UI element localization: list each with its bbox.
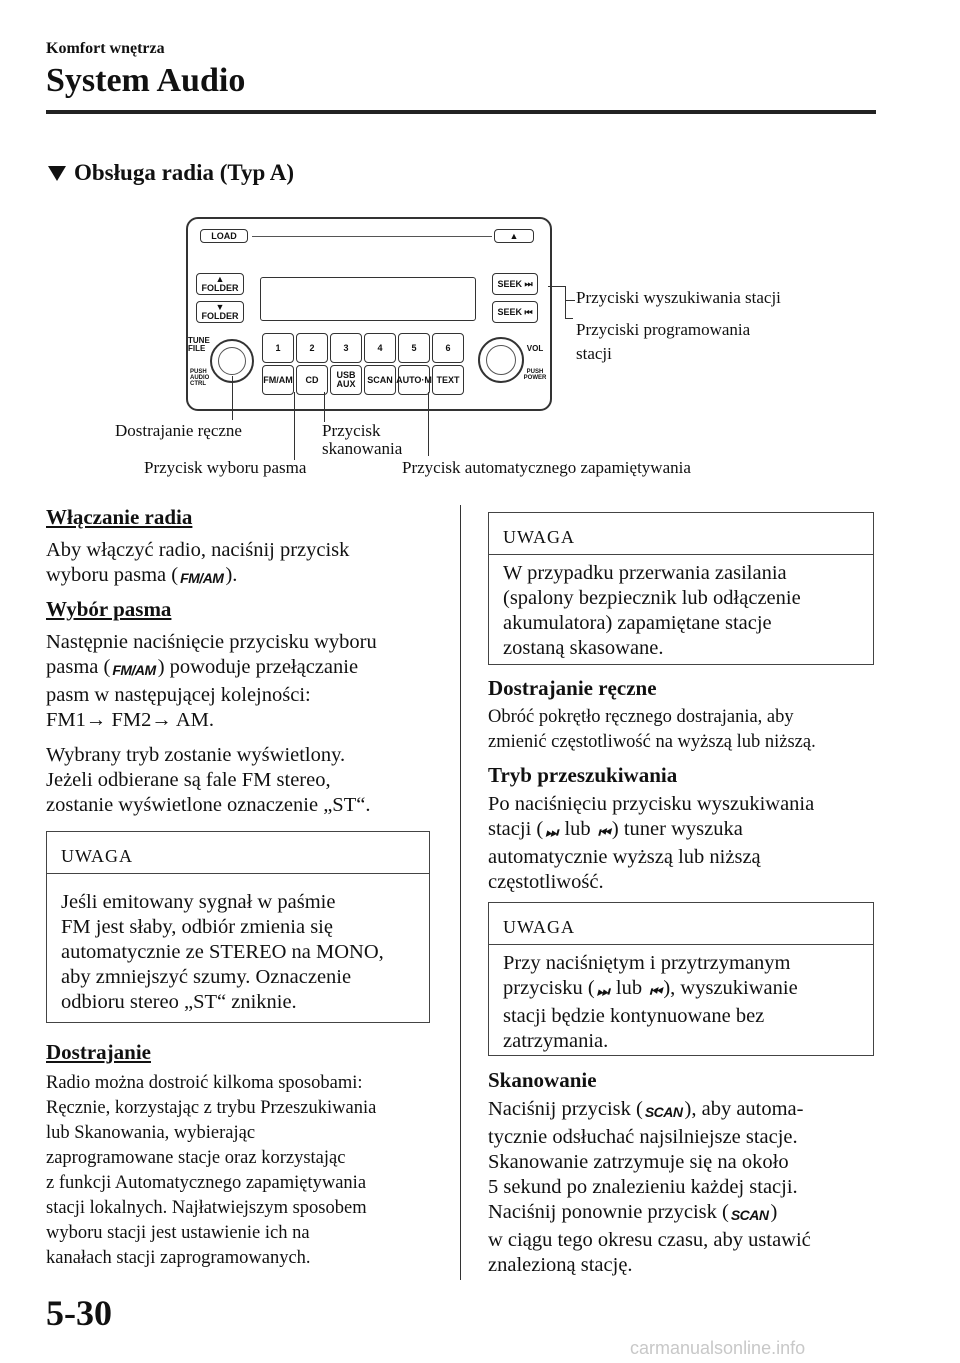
- callout-scan-2: skanowania: [322, 439, 403, 458]
- paragraph: wyboru pasma ( FM/AM).: [46, 563, 446, 591]
- seek-prev-icon: ⏮: [649, 983, 662, 999]
- fm-am-icon: FM/AM: [112, 662, 156, 678]
- preset-button-2: 2: [296, 333, 328, 363]
- leader-line: [324, 392, 325, 422]
- fm-am-button: FM/AM: [262, 365, 294, 395]
- paragraph: automatycznie wyższą lub niższą: [488, 846, 761, 868]
- paragraph: Wybrany tryb zostanie wyświetlony.: [46, 744, 346, 766]
- eject-button: ▲: [494, 229, 534, 243]
- triangle-icon: [48, 166, 66, 181]
- paragraph: Jeżeli odbierane są fale FM stereo,: [46, 769, 331, 791]
- callout-band: Przycisk wyboru pasma: [144, 458, 307, 477]
- paragraph: częstotliwość.: [488, 871, 604, 893]
- note-body: Jeśli emitowany sygnał w paśmie FM jest słaby, odbiór zmienia się automatycznie ze STEREO na MONO, aby zmniejszyć szumy. Oznaczenie odbioru stereo „ST“ zniknie.: [61, 891, 384, 1013]
- leader-line: [565, 300, 575, 301]
- section-title-text: Obsługa radia (Typ A): [74, 160, 295, 185]
- radio-unit-illustration: [186, 217, 552, 411]
- note-body: Przy naciśniętym i przytrzymanym przycisku ( ⏭ lub ⏮), wyszukiwanie stacji będzie kontynuowane bez zatrzymania.: [503, 952, 798, 1052]
- paragraph: Naciśnij ponownie przycisk ( SCAN): [488, 1200, 888, 1228]
- section-title: [48, 160, 294, 186]
- scan-button: SCAN: [364, 365, 396, 395]
- cd-slot: [252, 236, 492, 237]
- display-screen: [260, 277, 476, 321]
- leader-line: [565, 318, 573, 319]
- seek-next-icon: ⏭: [596, 983, 609, 999]
- callout-auto-memory: Przycisk automatycznego zapamiętywania: [402, 458, 691, 477]
- paragraph: zostanie wyświetlone oznaczenie „ST“.: [46, 794, 371, 816]
- heading-scan: Skanowanie: [488, 1068, 597, 1092]
- auto-memory-button: AUTO·M: [398, 365, 430, 395]
- heading-radio-on: Włączanie radia: [46, 505, 193, 529]
- page-title: System Audio: [46, 62, 246, 99]
- scan-icon: SCAN: [644, 1104, 683, 1120]
- paragraph: Aby włączyć radio, naciśnij przycisk: [46, 539, 350, 561]
- preset-button-1: 1: [262, 333, 294, 363]
- tuning-text: Radio można dostroić kilkoma sposobami: Ręcznie, korzystając z trybu Przeszukiwania lub Skanowania, wybierając zaprogramowane stacje oraz korzystając z funkcji Automatycznego zapamiętywania stacji lokalnych. Najłatwiejszym sposobem wyboru stacji jest ustawienie ich na kanałach stacji zaprogramowanych.: [46, 1073, 377, 1268]
- fm-am-icon: FM/AM: [180, 570, 224, 586]
- paragraph: stacji ( ⏭ lub ⏮) tuner wyszuka: [488, 817, 888, 845]
- leader-line: [232, 376, 233, 420]
- seek-up-button: SEEK ⏭: [492, 273, 538, 295]
- callout-scan: Przycisk: [322, 421, 381, 440]
- heading-tuning: Dostrajanie: [46, 1040, 151, 1064]
- watermark: carmanualsonline.info: [630, 1338, 806, 1358]
- seek-prev-icon: ⏮: [597, 824, 610, 840]
- folder-down-button: ▼ FOLDER: [196, 301, 244, 323]
- leader-line: [294, 392, 295, 460]
- seek-down-button: SEEK ⏮: [492, 301, 538, 323]
- text-button: TEXT: [432, 365, 464, 395]
- note-heading: UWAGA: [47, 832, 429, 874]
- seek-next-icon: ⏭: [545, 824, 558, 840]
- paragraph: tycznie odsłuchać najsilniejsze stacje.: [488, 1126, 798, 1148]
- preset-button-3: 3: [330, 333, 362, 363]
- usb-aux-button: USB AUX: [330, 365, 362, 395]
- paragraph: Następnie naciśnięcie przycisku wyboru: [46, 631, 377, 653]
- paragraph: 5 sekund po znalezieniu każdej stacji.: [488, 1176, 798, 1198]
- heading-band-select: Wybór pasma: [46, 597, 172, 621]
- vol-label: VOL: [526, 344, 544, 353]
- left-column-2: [46, 1040, 446, 1271]
- breadcrumb: Komfort wnętrza: [46, 40, 165, 57]
- load-button: LOAD: [200, 229, 248, 243]
- note-heading: UWAGA: [489, 903, 873, 945]
- tune-file-label: TUNE FILE: [188, 336, 210, 353]
- callout-seek: Przyciski wyszukiwania stacji: [576, 288, 781, 307]
- push-power-label: PUSH POWER: [523, 369, 547, 381]
- right-column: [488, 676, 888, 895]
- paragraph: Obróć pokrętło ręcznego dostrajania, aby: [488, 707, 794, 727]
- heading-seek-mode: Tryb przeszukiwania: [488, 763, 678, 787]
- paragraph: Naciśnij przycisk ( SCAN), aby automa-: [488, 1097, 888, 1125]
- volume-knob: [478, 337, 524, 383]
- preset-button-5: 5: [398, 333, 430, 363]
- note-box: [488, 512, 874, 665]
- note-box: [488, 902, 874, 1056]
- paragraph: Po naciśnięciu przycisku wyszukiwania: [488, 793, 815, 815]
- preset-button-4: 4: [364, 333, 396, 363]
- cd-button: CD: [296, 365, 328, 395]
- paragraph: FM1→ FM2→ AM.: [46, 709, 215, 731]
- leader-line: [565, 286, 566, 318]
- left-column: [46, 505, 446, 818]
- callout-preset-2: stacji: [576, 344, 612, 363]
- heading-manual-tuning: Dostrajanie ręczne: [488, 676, 657, 700]
- page-number: 5-30: [46, 1293, 112, 1333]
- push-audio-ctrl-label: PUSH AUDIO CTRL: [190, 369, 210, 387]
- right-column-2: [488, 1068, 888, 1278]
- note-box: [46, 831, 430, 1023]
- leader-line: [548, 286, 566, 287]
- note-heading: UWAGA: [489, 513, 873, 555]
- callout-preset: Przyciski programowania: [576, 320, 751, 339]
- title-rule: [46, 110, 876, 114]
- paragraph: pasm w następującej kolejności:: [46, 684, 311, 706]
- paragraph: zmienić częstotliwość na wyższą lub niższą.: [488, 732, 816, 752]
- column-divider: [460, 505, 461, 1280]
- paragraph: znalezioną stację.: [488, 1254, 633, 1276]
- paragraph: w ciągu tego okresu czasu, aby ustawić: [488, 1229, 811, 1251]
- note-body: W przypadku przerwania zasilania (spalony bezpiecznik lub odłączenie akumulatora) zapamiętane stacje zostaną skasowane.: [503, 562, 801, 659]
- paragraph: pasma ( FM/AM) powoduje przełączanie: [46, 655, 446, 683]
- folder-up-button: ▲ FOLDER: [196, 273, 244, 295]
- preset-button-6: 6: [432, 333, 464, 363]
- leader-line: [428, 392, 429, 456]
- scan-icon: SCAN: [730, 1207, 769, 1223]
- callout-manual-tuning: Dostrajanie ręczne: [115, 421, 242, 440]
- paragraph: Skanowanie zatrzymuje się na około: [488, 1151, 789, 1173]
